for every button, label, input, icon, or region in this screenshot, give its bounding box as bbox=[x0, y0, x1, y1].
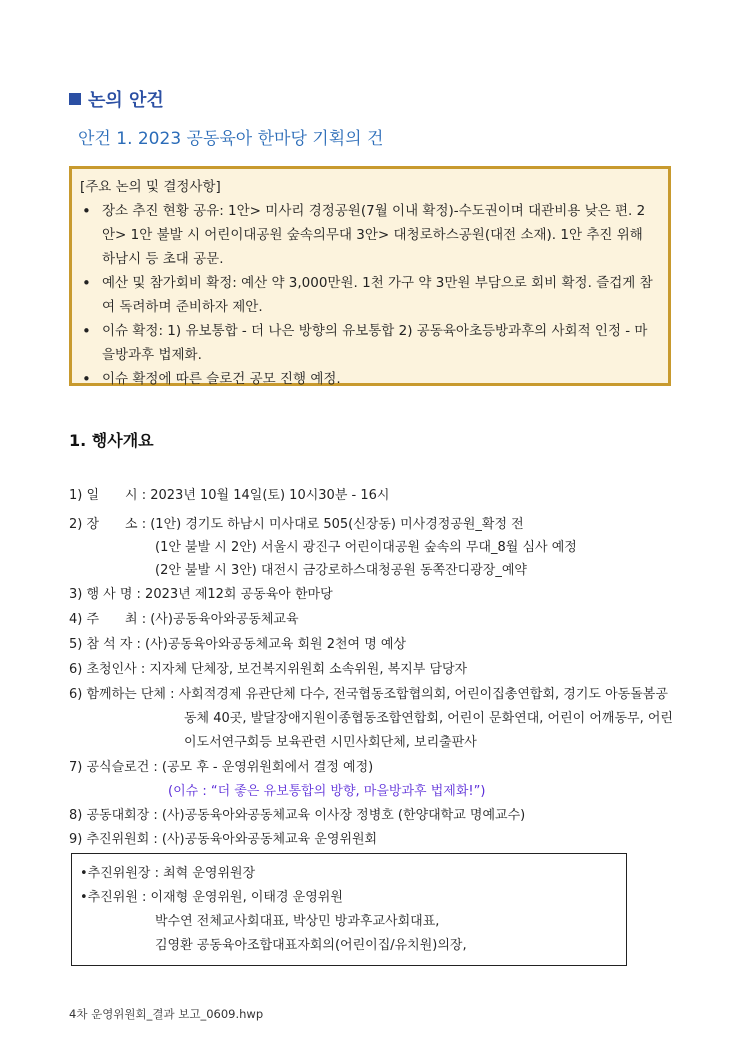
overview-row-invitees: 6) 초청인사 : 지자체 단체장, 보건복지위원회 소속위원, 복지부 담당자 bbox=[69, 662, 468, 677]
overview-row-host: 4) 주 최 : (사)공동육아와공동체교육 bbox=[69, 612, 299, 627]
overview-row-co-chair: 8) 공동대회장 : (사)공동육아와공동체교육 이사장 정병호 (한양대학교 명예교수) bbox=[69, 808, 526, 823]
overview-row-attendees: 5) 참 석 자 : (사)공동육아와공동체교육 회원 2천여 명 예상 bbox=[69, 637, 407, 652]
decision-list bbox=[80, 199, 658, 391]
overview-row-date: 1) 일 시 : 2023년 10월 14일(토) 10시30분 - 16시 bbox=[69, 488, 390, 503]
overview-row-committee: 9) 추진위원회 : (사)공동육아와공동체교육 운영위원회 bbox=[69, 832, 378, 847]
section-heading bbox=[69, 86, 164, 112]
overview-row-event-name: 3) 행 사 명 : 2023년 제12회 공동육아 한마당 bbox=[69, 587, 333, 602]
square-bullet-icon bbox=[69, 93, 81, 105]
committee-members-line: 박수연 전체교사회대표, 박상민 방과후교사회대표, bbox=[155, 914, 440, 929]
overview-row-partners-cont: 이도서연구회등 보육관련 시민사회단체, 보리출판사 bbox=[184, 735, 477, 750]
overview-row-venue-alt2: (1안 불발 시 2안) 서울시 광진구 어린이대공원 숲속의 무대_8월 심사 예정 bbox=[155, 540, 577, 555]
committee-members-line: •추진위원 : 이재형 운영위원, 이태경 운영위원 bbox=[80, 890, 343, 905]
overview-row-partners: 6) 함께하는 단체 : 사회적경제 유관단체 다수, 전국협동조합협의회, 어린이집총연합회, 경기도 아동돌봄공 bbox=[69, 687, 668, 702]
overview-row-slogan: 7) 공식슬로건 : (공모 후 - 운영위원회에서 결정 예정) bbox=[69, 760, 374, 775]
section-heading-text: 논의 안건 bbox=[88, 90, 164, 111]
overview-row-venue-alt3: (2안 불발 시 3안) 대전시 금강로하스대청공원 동쪽잔디광장_예약 bbox=[155, 563, 527, 578]
overview-row-venue: 2) 장 소 : (1안) 경기도 하남시 미사대로 505(신장동) 미사경정공원_확정 전 bbox=[69, 517, 524, 532]
overview-row-partners-cont: 동체 40곳, 발달장애지원이종협동조합연합회, 어린이 문화연대, 어린이 어깨동무, 어린 bbox=[184, 711, 673, 726]
committee-members-line: 김영환 공동육아조합대표자회의(어린이집/유치원)의장, bbox=[155, 938, 467, 953]
decision-box bbox=[69, 166, 671, 386]
agenda-title: 안건 1. 2023 공동육아 한마당 기획의 건 bbox=[78, 129, 384, 149]
decision-item: • 예산 및 참가회비 확정: 예산 약 3,000만원. 1천 가구 약 3만원 부담으로 회비 확정. 즐겁게 참여 독려하며 준비하자 제안. bbox=[80, 271, 658, 319]
decision-header: [주요 논의 및 결정사항] bbox=[80, 179, 221, 195]
decision-item: • 장소 추진 현황 공유: 1안> 미사리 경정공원(7월 이내 확정)-수도권이며 대관비용 낮은 편. 2안> 1안 불발 시 어린이대공원 숲속의무대 3안> 대청로하스공원(대전 소재). 1안 추진 위해 하남시 등 초대 공문. bbox=[80, 199, 658, 271]
overview-title: 1. 행사개요 bbox=[69, 431, 154, 450]
decision-item: • 이슈 확정: 1) 유보통합 - 더 나은 방향의 유보통합 2) 공동육아초등방과후의 사회적 인정 - 마을방과후 법제화. bbox=[80, 319, 658, 367]
overview-row-slogan-issue: (이슈 : “더 좋은 유보통합의 방향, 마을방과후 법제화!”) bbox=[168, 784, 486, 799]
footer-filename: 4차 운영위원회_결과 보고_0609.hwp bbox=[69, 1007, 264, 1021]
committee-box bbox=[71, 853, 627, 966]
committee-chair-line: •추진위원장 : 최혁 운영위원장 bbox=[80, 866, 256, 881]
decision-item: • 이슈 확정에 따른 슬로건 공모 진행 예정. bbox=[80, 367, 658, 391]
